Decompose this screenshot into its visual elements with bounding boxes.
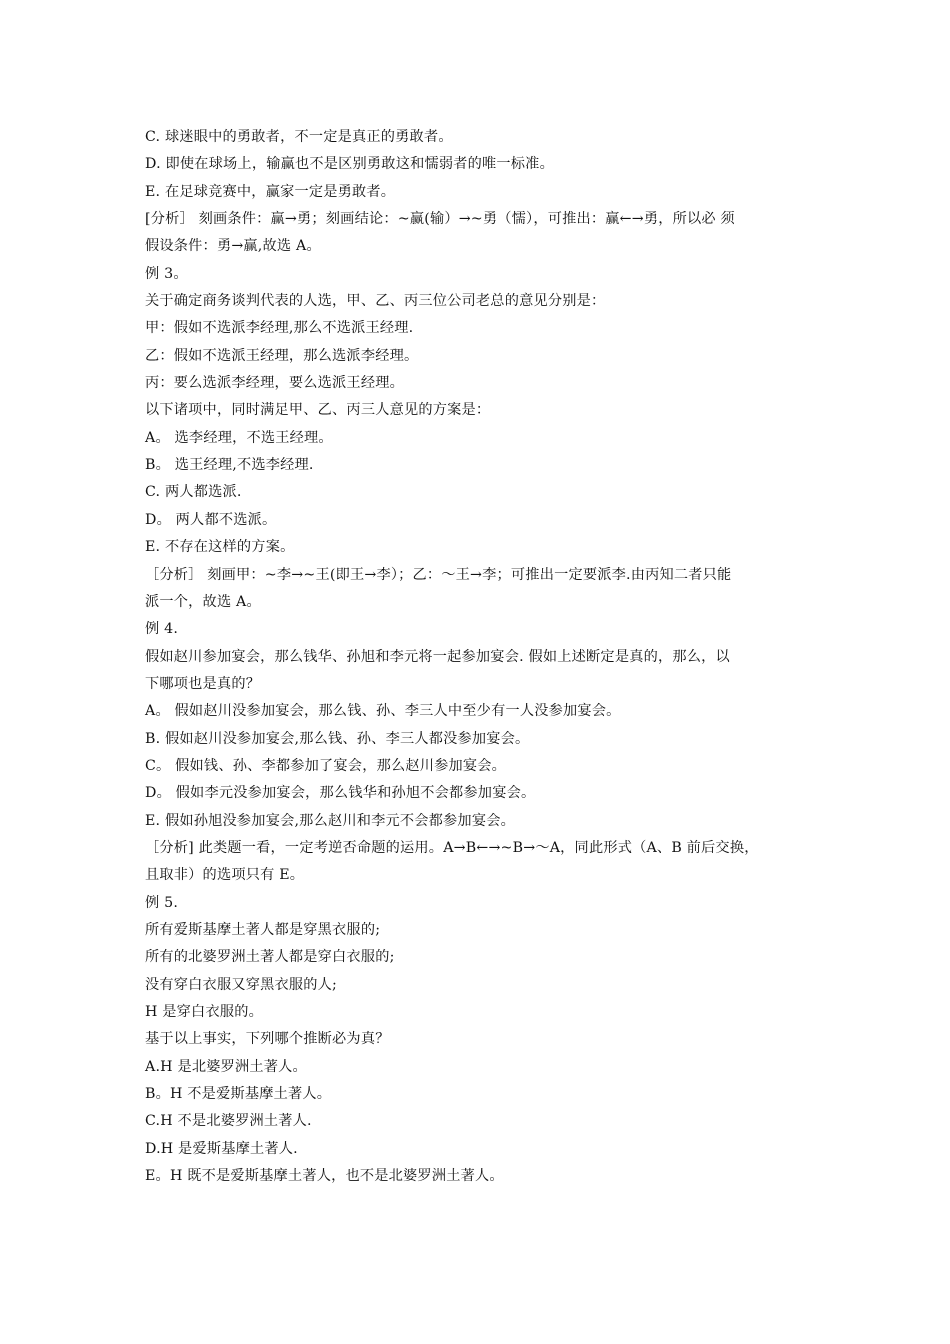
text-line: 假设条件：勇→赢,故选 A。 (145, 238, 321, 255)
option-line: A。 选李经理，不选王经理。 (145, 429, 333, 446)
text-line: 所有的北婆罗洲土著人都是穿白衣服的; (145, 949, 395, 966)
option-line: C. 两人都选派. (145, 484, 242, 501)
text-line: 甲：假如不选派李经理,那么不选派王经理. (145, 320, 414, 337)
option-line: C.H 不是北婆罗洲土著人. (145, 1113, 312, 1130)
option-line: D.H 是爱斯基摩土著人. (145, 1140, 298, 1157)
text-line: 基于以上事实，下列哪个推断必为真？ (145, 1031, 390, 1048)
text-line: 丙：要么选派李经理，要么选派王经理。 (145, 375, 404, 392)
example-heading: 例 5. (145, 894, 179, 911)
text-line: 关于确定商务谈判代表的人选，甲、乙、丙三位公司老总的意见分别是： (145, 293, 606, 310)
option-line: B. 假如赵川没参加宴会,那么钱、孙、李三人都没参加宴会。 (145, 730, 530, 747)
option-line: E。H 既不是爱斯基摩土著人，也不是北婆罗洲土著人。 (145, 1168, 504, 1185)
text-line: 下哪项也是真的？ (145, 675, 261, 692)
text-line: 以下诸项中，同时满足甲、乙、丙三人意见的方案是： (145, 402, 491, 419)
text-line: [分析］ 刻画条件：赢→勇；刻画结论：~赢(输）→~勇（懦），可推出：赢←→勇，所以必 须 (145, 211, 735, 228)
analysis-line: 且取非）的选项只有 E。 (145, 867, 305, 884)
text-line: D. 即使在球场上，输赢也不是区别勇敢这和懦弱者的唯一标准。 (145, 156, 554, 173)
text-line: 假如赵川参加宴会，那么钱华、孙旭和李元将一起参加宴会. 假如上述断定是真的，那么，以 (145, 648, 730, 665)
example-heading: 例 4. (145, 621, 179, 638)
option-line: D。 假如李元没参加宴会，那么钱华和孙旭不会都参加宴会。 (145, 785, 536, 802)
example-heading: 例 3。 (145, 265, 188, 282)
text-line: 所有爱斯基摩土著人都是穿黑衣服的; (145, 921, 381, 938)
text-line: H 是穿白衣服的。 (145, 1004, 263, 1020)
option-line: A。 假如赵川没参加宴会，那么钱、孙、李三人中至少有一人没参加宴会。 (145, 703, 621, 720)
option-line: C。 假如钱、孙、李都参加了宴会，那么赵川参加宴会。 (145, 757, 507, 774)
text-line: 乙：假如不选派王经理，那么选派李经理。 (145, 347, 419, 364)
option-line: B。H 不是爱斯基摩土著人。 (145, 1086, 332, 1103)
option-line: B。 选王经理,不选李经理. (145, 457, 314, 474)
analysis-line: 派一个，故选 A。 (145, 593, 261, 610)
text-line: 没有穿白衣服又穿黑衣服的人; (145, 976, 338, 993)
option-line: E. 假如孙旭没参加宴会,那么赵川和李元不会都参加宴会。 (145, 812, 515, 829)
text-line: E. 在足球竞赛中，赢家一定是勇敢者。 (145, 183, 396, 200)
analysis-line: ［分析] 此类题一看，一定考逆否命题的运用。A→B←→~B→～A，同此形式（A、B 前后交换， (145, 839, 759, 856)
text-line: C. 球迷眼中的勇敢者，不一定是真正的勇敢者。 (145, 129, 453, 145)
option-line: D。 两人都不选派。 (145, 511, 277, 528)
option-line: A.H 是北婆罗洲土著人。 (145, 1058, 307, 1075)
document-body (145, 124, 825, 1190)
analysis-line: ［分析］ 刻画甲：~李→~王(即王→李）；乙：～王→李；可推出一定要派李.由丙知二者只能 (145, 566, 732, 583)
option-line: E. 不存在这样的方案。 (145, 539, 295, 556)
